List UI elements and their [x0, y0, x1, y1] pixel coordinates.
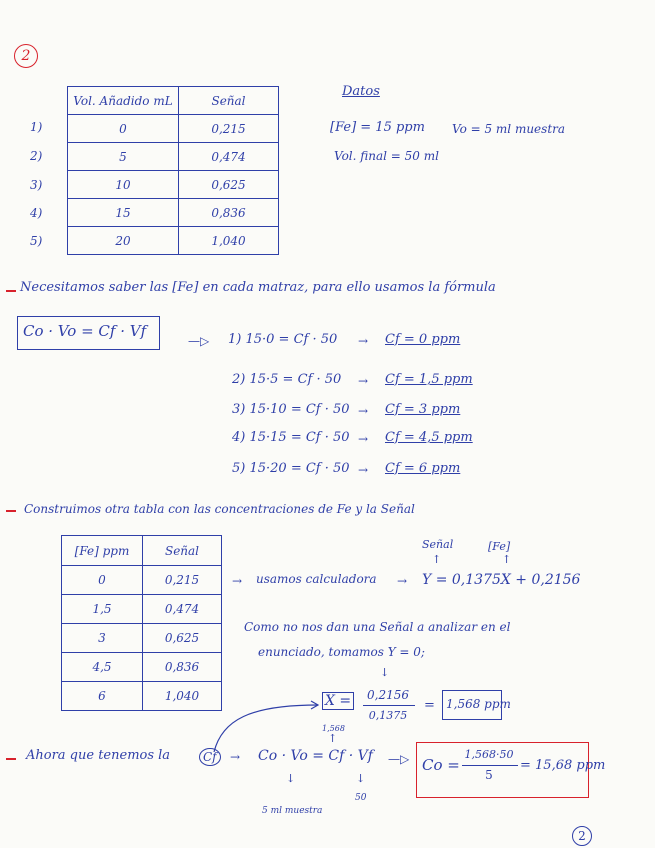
arrow-icon: →: [358, 404, 369, 418]
x-result: 1,568 ppm: [446, 697, 511, 711]
calc-res-2: Cf = 1,5 ppm: [385, 372, 473, 387]
vo-note: 5 ml muestra: [262, 806, 323, 816]
table2-header-senal: Señal: [143, 536, 222, 566]
calc-eq-5: 5) 15·20 = Cf · 50: [232, 461, 350, 476]
table-cell: 0,215: [143, 566, 222, 595]
row-label-4: 4): [30, 206, 43, 220]
row-label-2: 2): [30, 149, 43, 163]
final-denominator: 5: [485, 768, 493, 782]
problem-number: 2: [14, 44, 38, 68]
table1-header-senal: Señal: [179, 87, 279, 115]
calc-res-4: Cf = 4,5 ppm: [385, 430, 473, 445]
table-cell: 0: [68, 115, 179, 143]
calc-eq-4: 4) 15·15 = Cf · 50: [232, 430, 350, 445]
arrow-up-icon: ↑: [328, 732, 338, 745]
table-cell: 0,836: [143, 653, 222, 682]
calc-eq-2: 2) 15·5 = Cf · 50: [232, 372, 342, 387]
final-result: = 15,68 ppm: [520, 758, 606, 773]
fraction-bar: [462, 765, 518, 766]
table-cell: 6: [62, 682, 143, 711]
table-cell: 0,836: [179, 199, 279, 227]
table-cell: 0,625: [179, 171, 279, 199]
x-lhs: X =: [322, 692, 354, 710]
formula-dilution: Co · Vo = Cf · Vf: [23, 322, 147, 340]
table-cell: 3: [62, 624, 143, 653]
table-cell: 10: [68, 171, 179, 199]
table-cell: 1,040: [143, 682, 222, 711]
table-cell: 0,474: [179, 143, 279, 171]
arrow-down-icon: ↓: [286, 772, 296, 785]
row-label-1: 1): [30, 120, 43, 134]
label-senal: Señal: [422, 538, 454, 551]
equals-sign: =: [424, 698, 435, 713]
arrow-icon: →: [358, 463, 369, 477]
table-cell: 0,474: [143, 595, 222, 624]
x-numerator: 0,2156: [367, 688, 409, 702]
calc-res-1: Cf = 0 ppm: [385, 332, 461, 347]
arrow-up-icon: ↑: [432, 553, 442, 566]
row-label-3: 3): [30, 178, 43, 192]
table-cell: 20: [68, 227, 179, 255]
datos-fe: [Fe] = 15 ppm: [330, 120, 425, 135]
ahora-formula: Co · Vo = Cf · Vf: [258, 748, 373, 764]
como-line-1: Como no nos dan una Señal a analizar en el: [244, 620, 511, 634]
table1-header-vol: Vol. Añadido mL: [68, 87, 179, 115]
table-cell: 15: [68, 199, 179, 227]
calc-res-5: Cf = 6 ppm: [385, 461, 461, 476]
arrow-icon: —▷: [388, 752, 410, 766]
final-lhs: Co =: [422, 756, 460, 774]
calc-eq-1: 1) 15·0 = Cf · 50: [228, 332, 338, 347]
table2-header-fe: [Fe] ppm: [62, 536, 143, 566]
table-cell: 0,625: [143, 624, 222, 653]
arrow-up-icon: ↑: [502, 553, 512, 566]
row-label-5: 5): [30, 234, 43, 248]
table-cell: 0,215: [179, 115, 279, 143]
final-numerator: 1,568·50: [464, 748, 514, 761]
regression-equation: Y = 0,1375X + 0,2156: [422, 572, 581, 588]
ahora-text: Ahora que tenemos la: [26, 748, 171, 763]
datos-vol-final: Vol. final = 50 ml: [334, 149, 439, 163]
label-fe: [Fe]: [488, 540, 511, 553]
x-denominator: 0,1375: [368, 709, 408, 722]
arrow-icon: →: [397, 574, 408, 588]
table-cell: 4,5: [62, 653, 143, 682]
datos-vo: Vo = 5 ml muestra: [452, 122, 566, 136]
table-cell: 1,040: [179, 227, 279, 255]
calc-res-3: Cf = 3 ppm: [385, 402, 461, 417]
arrow-down-icon: ↓: [356, 772, 366, 785]
arrow-icon: →: [358, 334, 369, 348]
calc-eq-3: 3) 15·10 = Cf · 50: [232, 402, 350, 417]
arrow-icon: —▷: [188, 334, 210, 348]
vf-note: 50: [355, 793, 367, 803]
como-line-2: enunciado, tomamos Y = 0;: [258, 645, 425, 659]
cf-circle: Cf: [199, 748, 221, 766]
usamos-calculadora: usamos calculadora: [256, 572, 377, 586]
arrow-down-icon: ↓: [380, 666, 390, 679]
construimos-text: Construimos otra tabla con las concentraciones de Fe y la Señal: [24, 502, 415, 516]
arrow-icon: →: [358, 432, 369, 446]
arrow-icon: →: [358, 374, 369, 388]
page-number: 2: [572, 826, 592, 846]
arrow-icon: →: [230, 750, 241, 764]
table-cell: 5: [68, 143, 179, 171]
datos-title: Datos: [342, 84, 380, 99]
necesitamos-text: Necesitamos saber las [Fe] en cada matraz, para ello usamos la fórmula: [20, 280, 496, 295]
arrow-icon: →: [232, 574, 243, 588]
table-cell: 0: [62, 566, 143, 595]
table-cell: 1,5: [62, 595, 143, 624]
cf-value-note: 1,568: [322, 724, 345, 733]
